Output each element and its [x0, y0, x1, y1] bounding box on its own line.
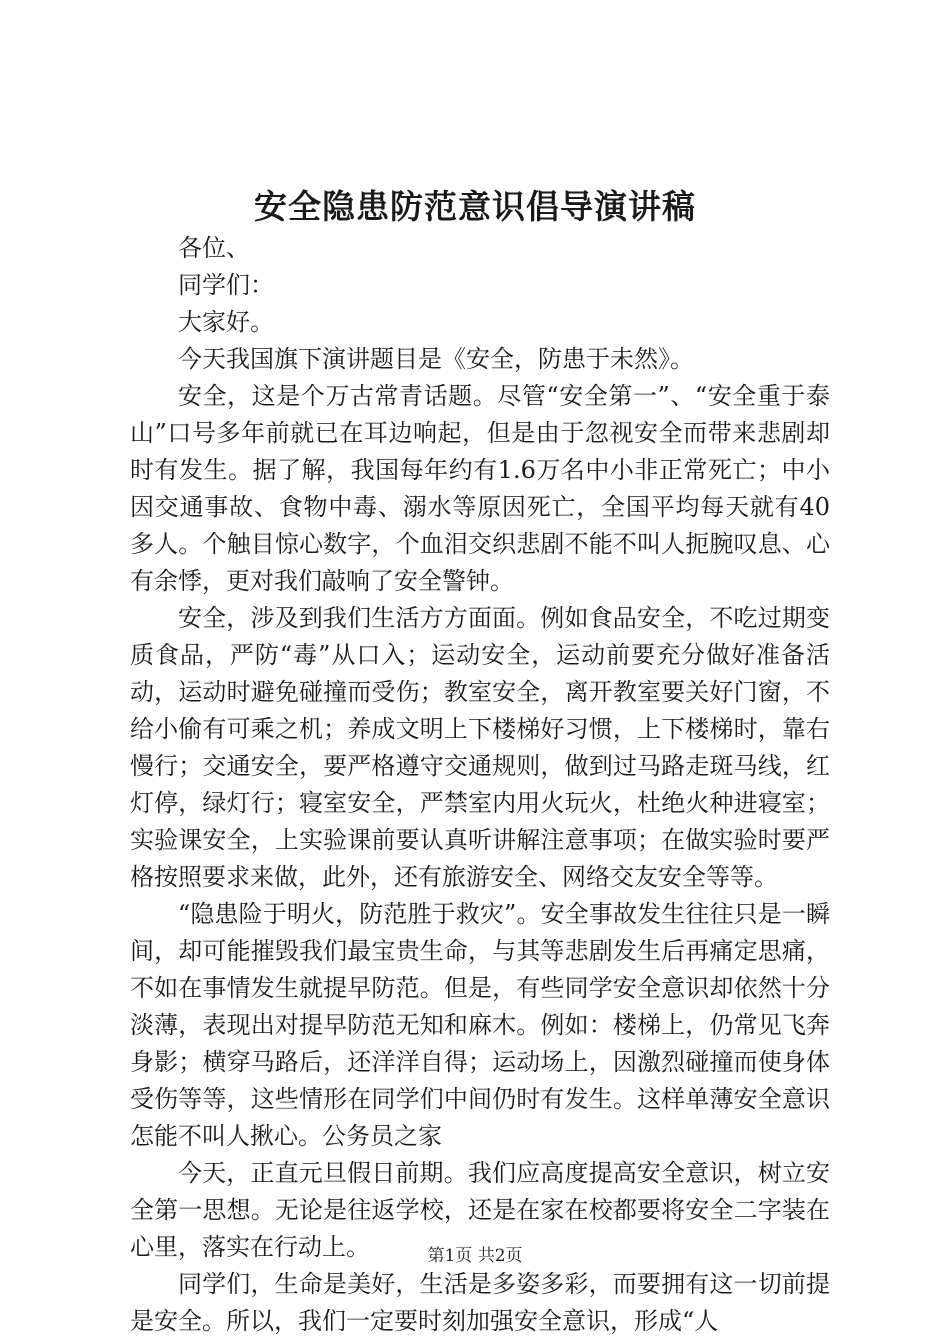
paragraph-salutation-1: 各位、	[178, 234, 250, 262]
paragraph-body-1: 安全，这是个万古常青话题。尽管“安全第一”、“安全重于泰山”口号多年前就已在耳边响起，但是由于忽视安全而带来悲剧却时有发生。据了解，我国每年约有1.6万名中小非正常死亡；中小因交通事故、食物中毒、溺水等原因死亡，全国平均每天就有40多人。个触目惊心数字，个血泪交织悲剧不能不叫人扼腕叹息、心有余悸，更对我们敲响了安全警钟。	[130, 382, 830, 595]
document-body	[130, 230, 830, 1340]
paragraph-body-3: “隐患险于明火，防范胜于救灾”。安全事故发生往往只是一瞬间，却可能摧毁我们最宝贵生命，与其等悲剧发生后再痛定思痛，不如在事情发生就提早防范。但是，有些同学安全意识却依然十分淡薄，表现出对提早防范无知和麻木。例如：楼梯上，仍常见飞奔身影；横穿马路后，还洋洋自得；运动场上，因激烈碰撞而使身体受伤等等，这些情形在同学们中间仍时有发生。这样单薄安全意识怎能不叫人揪心。公务员之家	[130, 900, 830, 1150]
paragraph-greeting: 大家好。	[178, 308, 274, 336]
paragraph-topic: 今天我国旗下演讲题目是《安全，防患于未然》。	[178, 345, 694, 373]
paragraph-body-2: 安全，涉及到我们生活方方面面。例如食品安全，不吃过期变质食品，严防“毒”从口入；运动安全，运动前要充分做好准备活动，运动时避免碰撞而受伤；教室安全，离开教室要关好门窗，不给小偷有可乘之机；养成文明上下楼梯好习惯，上下楼梯时，靠右慢行；交通安全，要严格遵守交通规则，做到过马路走斑马线，红灯停，绿灯行；寝室安全，严禁室内用火玩火，杜绝火种进寝室；实验课安全，上实验课前要认真听讲解注意事项；在做实验时要严格按照要求来做，此外，还有旅游安全、网络交友安全等等。	[130, 604, 830, 891]
paragraph-body-4: 今天，正直元旦假日前期。我们应高度提高安全意识，树立安全第一思想。无论是往返学校，还是在家在校都要将安全二字装在心里，落实在行动上。	[130, 1159, 830, 1261]
paragraph-salutation-2: 同学们：	[178, 271, 274, 299]
paragraph-body-5: 同学们，生命是美好，生活是多姿多彩，而要拥有这一切前提是安全。所以，我们一定要时刻加强安全意识，形成“人	[130, 1270, 830, 1335]
document-title: 安全隐患防范意识倡导演讲稿	[254, 187, 696, 226]
page-footer: 第1页 共2页	[427, 1246, 523, 1266]
